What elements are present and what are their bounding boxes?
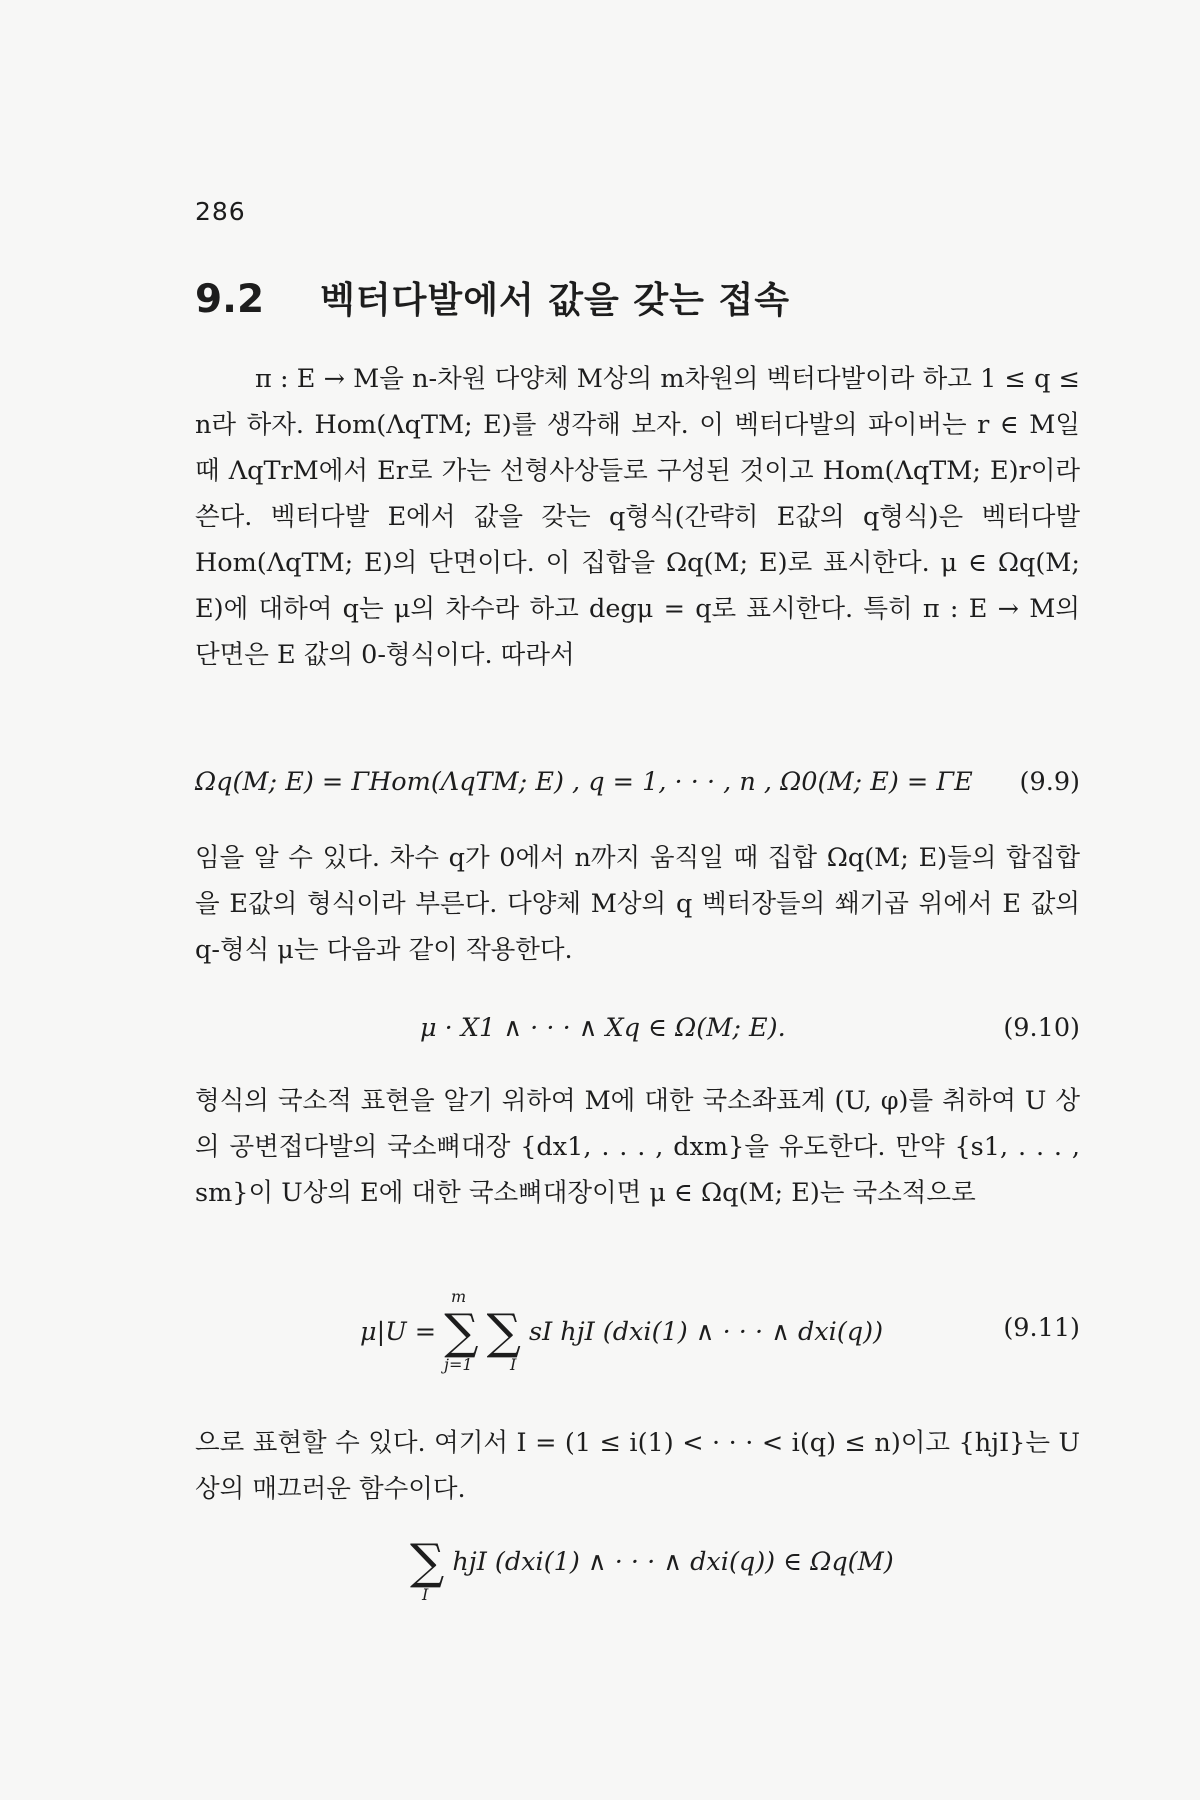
equation-9-10-body: μ · X1 ∧ · · · ∧ Xq ∈ Ω(M; E).: [420, 1013, 786, 1043]
paragraph-e-valued-forms: 임을 알 수 있다. 차수 q가 0에서 n까지 움직일 때 집합 Ωq(M; E)들의 합집합을 E값의 형식이라 부른다. 다양체 M상의 q 벡터장들의 쐐기곱 위에서 E 값의 q-형식 μ는 다음과 같이 작용한다.: [195, 843, 1080, 965]
sum-final-lower-limit: I: [422, 1585, 429, 1604]
paragraph-local-representation: 형식의 국소적 표현을 알기 위하여 M에 대한 국소좌표계 (U, φ)를 취하여 U 상의 공변접다발의 국소뼈대장 {dx1, . . . , dxm}을 유도한다. 만약 {s1, . . . , sm}이 U상의 E에 대한 국소뼈대장이면 μ ∈ Ωq(M; E)는 국소적으로: [195, 1086, 1080, 1208]
equation-9-9-label: (9.9): [1019, 767, 1080, 797]
sum-symbol-i: ∑: [486, 1304, 521, 1360]
equation-9-11-body: sI hjI (dxi(1) ∧ · · · ∧ dxi(q)): [529, 1317, 884, 1347]
equation-9-11: [195, 1287, 1080, 1380]
equation-9-11-lhs: μ|U =: [360, 1317, 437, 1347]
sum-j-upper-limit: m: [451, 1287, 467, 1306]
page-number: 286: [195, 197, 246, 226]
equation-final: [195, 1530, 1080, 1610]
sum-symbol-j: ∑: [444, 1304, 479, 1360]
paragraph-fiber-definition: π : E → M을 n-차원 다양체 M상의 m차원의 벡터다발이라 하고 1 ≤ q ≤ n라 하자. Hom(ΛqTM; E)를 생각해 보자. 이 벡터다발의 파이버는 r ∈ M일 때 ΛqTrM에서 Er로 가는 선형사상들로 구성된 것이고 Hom(ΛqTM; E)r이라 쓴다. 벡터다발 E에서 값을 갖는 q형식(간략히 E값의 q형식)은 벡터다발 Hom(ΛqTM; E)의 단면이다. 이 집합을 Ωq(M; E)로 표시한다. μ ∈ Ωq(M; E)에 대하여 q는 μ의 차수라 하고 degμ = q로 표시한다. 특히 π : E → M의 단면은 E 값의 0-형식이다. 따라서: [195, 364, 1080, 670]
section-title: 벡터다발에서 값을 갖는 접속: [320, 280, 791, 321]
section-number: 9.2: [195, 277, 265, 322]
paragraph-smooth-functions: 으로 표현할 수 있다. 여기서 I = (1 ≤ i(1) < · · · < i(q) ≤ n)이고 {hjI}는 U상의 매끄러운 함수이다.: [195, 1428, 1080, 1504]
equation-final-body: hjI (dxi(1) ∧ · · · ∧ dxi(q)) ∈ Ωq(M): [452, 1547, 894, 1577]
equation-9-9-body: Ωq(M; E) = ΓHom(ΛqTM; E) , q = 1, · · · , n , Ω0(M; E) = ΓE: [195, 767, 973, 797]
sum-symbol-final: ∑: [410, 1534, 445, 1590]
equation-9-10-label: (9.10): [1003, 1013, 1080, 1043]
equation-9-11-expression: [360, 1287, 884, 1374]
equation-final-expression: [410, 1530, 894, 1604]
sum-i-lower-limit: I: [510, 1355, 517, 1374]
section-heading: [195, 272, 790, 323]
sum-j-lower-limit: j=1: [444, 1355, 473, 1374]
equation-9-11-label: (9.11): [1003, 1313, 1080, 1343]
